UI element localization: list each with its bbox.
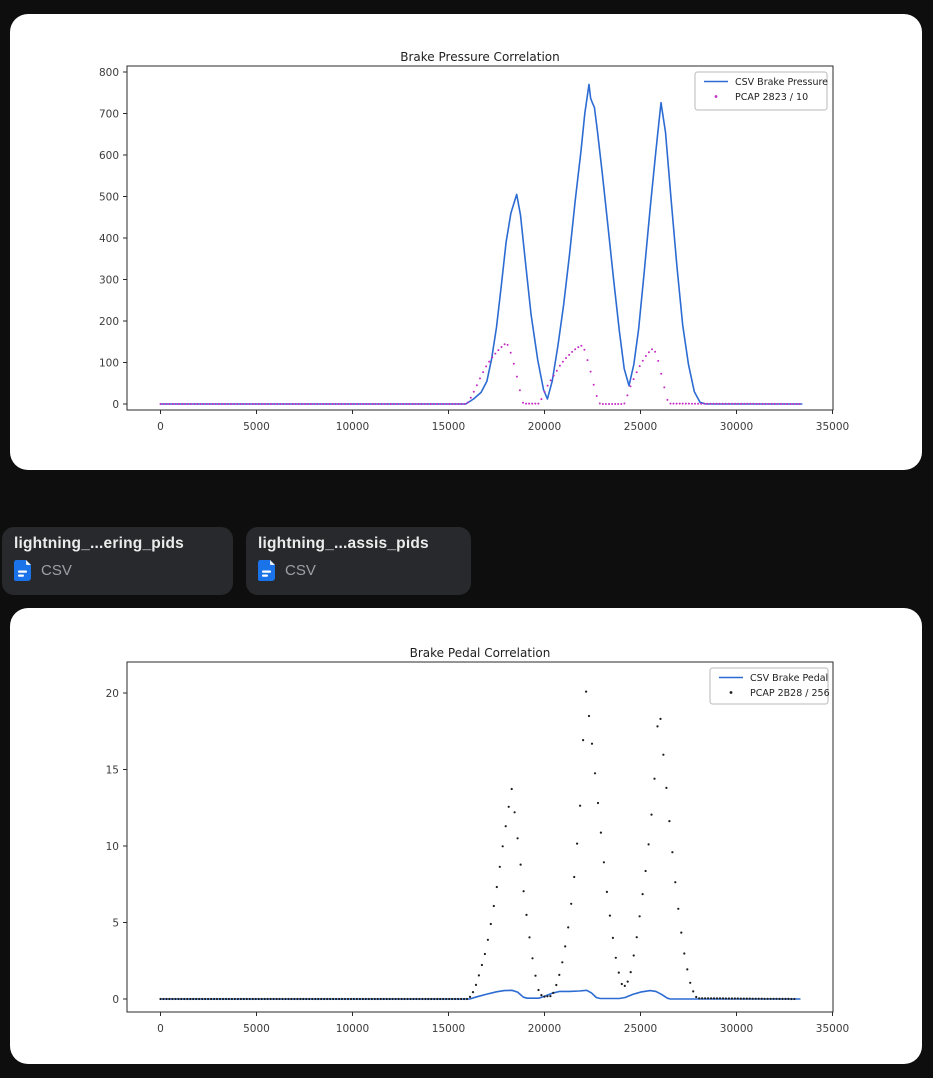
- y-tick-label: 500: [98, 191, 119, 204]
- y-tick-label: 5: [112, 917, 119, 930]
- legend-label: PCAP 2B28 / 256: [750, 688, 830, 699]
- y-tick-label: 10: [105, 840, 119, 853]
- y-tick-label: 100: [98, 357, 119, 370]
- line-series: [161, 84, 802, 404]
- y-tick-label: 300: [98, 274, 119, 287]
- legend: [710, 668, 830, 704]
- y-tick-label: 0: [112, 993, 119, 1006]
- y-tick-label: 20: [105, 687, 119, 700]
- legend-label: CSV Brake Pressure: [735, 77, 829, 88]
- chart-title: Brake Pressure Correlation: [400, 50, 560, 64]
- series: [159, 691, 800, 1001]
- y-tick-label: 200: [98, 315, 119, 328]
- line-series: [161, 990, 800, 999]
- y-tick-label: 700: [98, 108, 119, 121]
- chart-card-brake-pressure: [10, 14, 922, 470]
- csv-file-icon: [258, 560, 275, 581]
- brake-pedal-chart: [10, 608, 922, 1064]
- legend: [695, 72, 828, 110]
- y-tick-label: 400: [98, 232, 119, 245]
- x-tick-label: 30000: [719, 421, 754, 433]
- attachment-chips: [2, 527, 471, 595]
- y-tick-label: 0: [112, 398, 119, 411]
- csv-file-icon: [14, 560, 31, 581]
- file-chip-name: lightning_...ering_pids: [14, 535, 184, 552]
- x-tick-label: 25000: [623, 421, 658, 433]
- file-chip-chassis-pids[interactable]: [246, 527, 471, 595]
- x-tick-label: 20000: [527, 421, 562, 433]
- x-tick-label: 35000: [815, 421, 850, 433]
- y-tick-label: 600: [98, 149, 119, 162]
- x-tick-label: 30000: [719, 1023, 754, 1035]
- y-tick-label: 15: [105, 764, 119, 777]
- x-tick-label: 15000: [431, 421, 466, 433]
- file-chip-name: lightning_...assis_pids: [258, 535, 429, 552]
- dot-series: [160, 343, 801, 405]
- x-tick-label: 20000: [527, 1023, 562, 1035]
- x-tick-label: 0: [157, 1023, 164, 1035]
- chart-title: Brake Pedal Correlation: [409, 646, 551, 660]
- file-chip-type: CSV: [41, 562, 72, 579]
- file-chip-type: CSV: [285, 562, 316, 579]
- x-tick-label: 35000: [815, 1023, 850, 1035]
- x-tick-label: 5000: [243, 421, 270, 433]
- x-tick-label: 15000: [431, 1023, 466, 1035]
- legend-label: PCAP 2823 / 10: [735, 92, 809, 103]
- x-tick-label: 0: [157, 421, 164, 433]
- legend-label: CSV Brake Pedal: [750, 673, 829, 684]
- y-tick-label: 800: [98, 66, 119, 79]
- x-tick-label: 10000: [335, 421, 370, 433]
- x-tick-label: 25000: [623, 1023, 658, 1035]
- brake-pressure-chart: [10, 14, 922, 470]
- series: [160, 84, 802, 405]
- x-tick-label: 5000: [243, 1023, 270, 1035]
- x-tick-label: 10000: [335, 1023, 370, 1035]
- axes: [106, 662, 850, 1035]
- axes: [99, 66, 849, 433]
- dot-series: [159, 691, 795, 1001]
- file-chip-steering-pids[interactable]: [2, 527, 233, 595]
- chart-card-brake-pedal: [10, 608, 922, 1064]
